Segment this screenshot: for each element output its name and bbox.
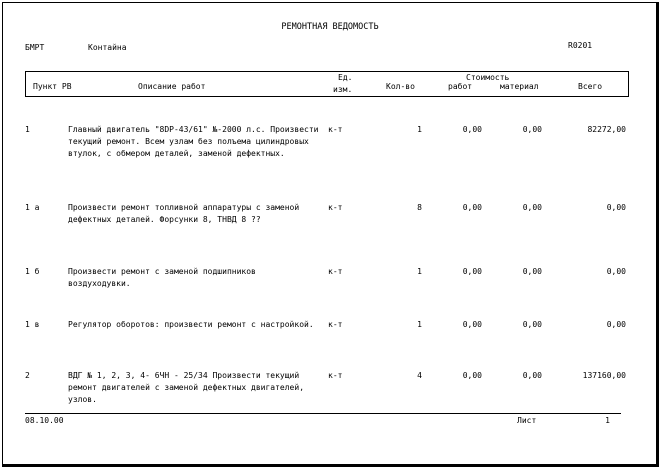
document-title: РЕМОНТНАЯ ВЕДОМОСТЬ [281, 22, 379, 32]
row-1-unit: к-т [328, 125, 343, 134]
col-works-header: работ [448, 82, 473, 91]
row-5-total: 137160,00 [582, 371, 626, 380]
row-5-description: ВДГ № 1, 2, 3, 4- 6ЧН - 25/34 Произвести текущий ремонт двигателей с заменой дефектных двигателей, узлов. [68, 371, 305, 404]
row-2-item: 1 а [25, 203, 40, 212]
row-1-total: 82272,00 [587, 125, 626, 134]
row-3-qty: 1 [417, 267, 422, 276]
row-5-materials: 0,00 [522, 371, 542, 380]
row-2-description: Произвести ремонт топливной аппаратуры с заменой дефектных деталей. Форсунки 8, ТНВД 8 ?? [68, 203, 300, 224]
row-4-description: Регулятор оборотов: произвести ремонт с настройкой. [68, 320, 314, 329]
row-5-unit: к-т [328, 371, 343, 380]
row-4-materials: 0,00 [522, 320, 542, 329]
row-5-works: 0,00 [462, 371, 482, 380]
row-1-qty: 1 [417, 125, 422, 134]
row-1-materials: 0,00 [522, 125, 542, 134]
col-cost-group-header: Стоимость [466, 73, 510, 82]
footer-divider [25, 413, 621, 414]
footer-sheet-number: 1 [605, 416, 610, 425]
footer-sheet-label: Лист [517, 416, 537, 425]
col-item-header: Пункт РВ [33, 82, 72, 91]
row-2-qty: 8 [417, 203, 422, 212]
row-3-unit: к-т [328, 267, 343, 276]
row-3-item: 1 б [25, 267, 40, 276]
row-3-works: 0,00 [462, 267, 482, 276]
row-1-works: 0,00 [462, 125, 482, 134]
document-code: R0201 [568, 41, 593, 50]
row-2-works: 0,00 [462, 203, 482, 212]
vessel-code: БМРТ [25, 43, 45, 52]
footer-date: 08.10.00 [25, 416, 64, 425]
row-5-qty: 4 [417, 371, 422, 380]
vessel-name: Контайна [88, 43, 127, 52]
row-4-total: 0,00 [606, 320, 626, 329]
row-2-total: 0,00 [606, 203, 626, 212]
row-4-works: 0,00 [462, 320, 482, 329]
col-description-header: Описание работ [138, 82, 206, 91]
row-2-materials: 0,00 [522, 203, 542, 212]
col-unit-header-line1: Ед. [338, 73, 353, 82]
row-4-unit: к-т [328, 320, 343, 329]
col-unit-header-line2: изм. [333, 85, 353, 94]
row-1-item: 1 [25, 125, 30, 134]
row-3-description: Произвести ремонт с заменой подшипников воздуходувки. [68, 267, 256, 288]
row-3-total: 0,00 [606, 267, 626, 276]
col-total-header: Всего [578, 82, 603, 91]
row-4-qty: 1 [417, 320, 422, 329]
col-materials-header: материал [500, 82, 539, 91]
row-1-description: Главный двигатель "8DP-43/61" №-2000 л.с. Произвести текущий ремонт. Всем узлам без полъема цилиндровых втулок, с обмером деталей, заменой дефектных. [68, 125, 319, 158]
col-qty-header: Кол-во [386, 82, 415, 91]
row-5-item: 2 [25, 371, 30, 380]
row-4-item: 1 в [25, 320, 40, 329]
row-2-unit: к-т [328, 203, 343, 212]
row-3-materials: 0,00 [522, 267, 542, 276]
